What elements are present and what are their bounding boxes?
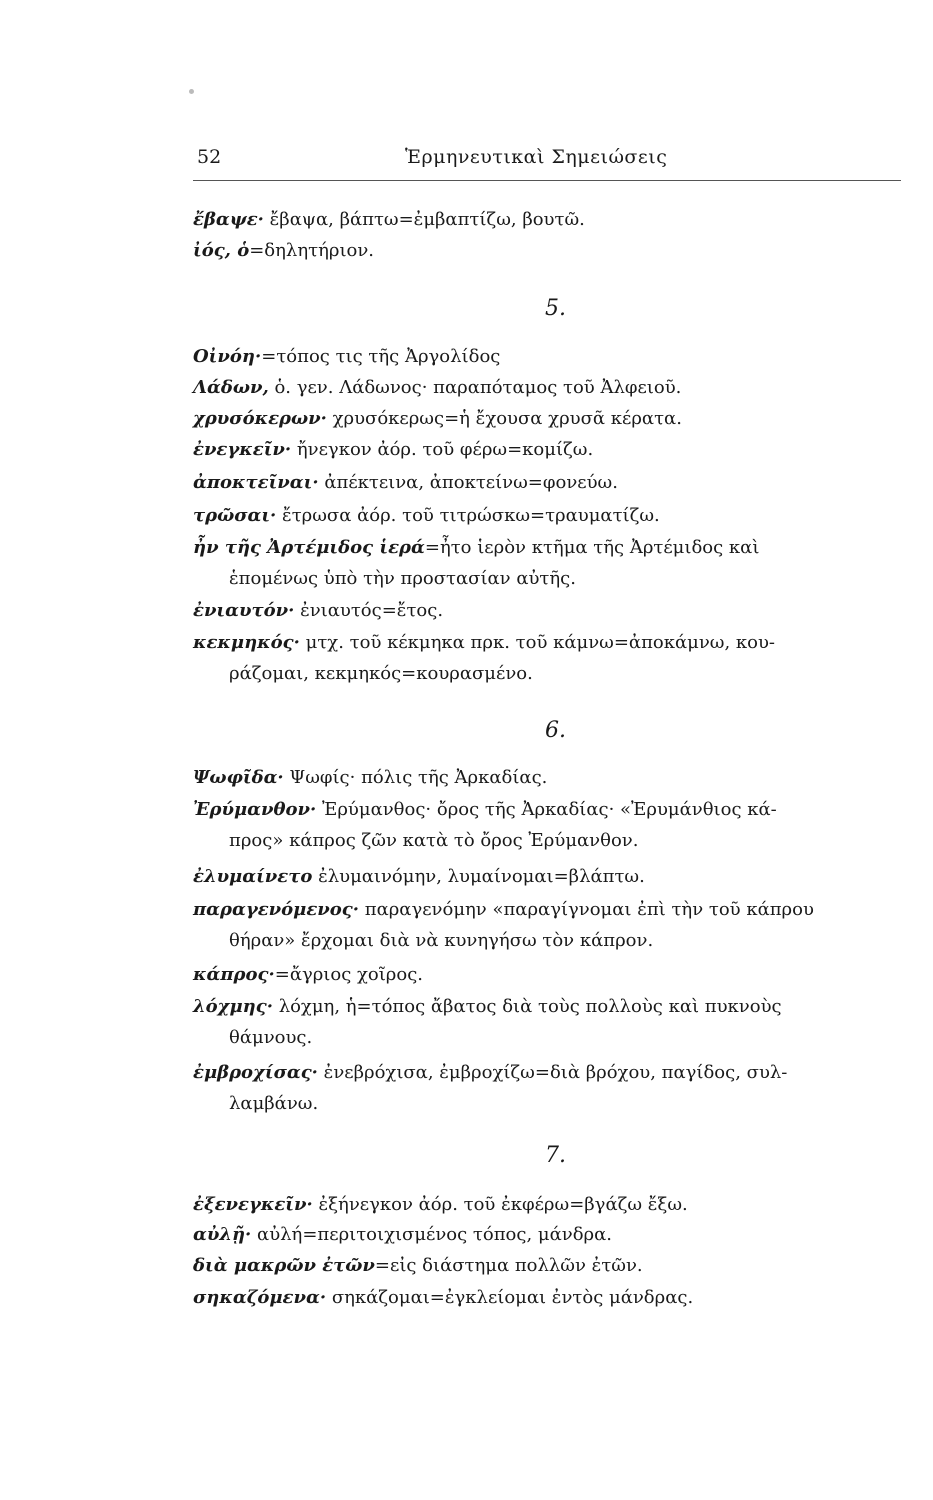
entry-definition: σηκάζομαι=ἐγκλείομαι ἐντὸς μάνδρας. [326, 1287, 694, 1308]
entry-definition: =ἄγριος χοῖρος. [274, 964, 424, 985]
glossary-entry [193, 1250, 901, 1281]
entry-lemma: ἐνιαυτόν· [193, 600, 295, 621]
glossary-entry [193, 1282, 901, 1313]
entry-definition: παραγενόμην «παραγίγνομαι ἐπὶ τὴν τοῦ κάπρου [359, 899, 814, 920]
entry-definition: μτχ. τοῦ κέκμηκα πρκ. τοῦ κάμνω=ἀποκάμνω, κου- [299, 632, 776, 653]
entry-definition: =δηλητήριον. [249, 240, 374, 261]
entry-lemma: κάπρος· [193, 964, 275, 985]
entry-definition: ἀπέκτεινα, ἀποκτείνω=φονεύω. [318, 472, 618, 493]
entry-lemma: ἐμβροχίσας· [193, 1062, 318, 1083]
entry-lemma: Λάδων, [193, 377, 269, 398]
glossary-entry [193, 204, 901, 235]
entry-definition: ἔβαψα, βάπτω=ἐμβαπτίζω, βουτῶ. [263, 209, 585, 230]
entry-definition: ἐνιαυτός=ἔτος. [294, 600, 444, 621]
entry-lemma: ἐξενεγκεῖν· [193, 1194, 313, 1215]
entry-definition: ἐξήνεγκον ἀόρ. τοῦ ἐκφέρω=βγάζω ἔξω. [312, 1194, 688, 1215]
glossary-entry [193, 595, 901, 626]
entry-lemma: κεκμηκός· [193, 632, 300, 653]
page-speck [189, 89, 194, 94]
glossary-entry [193, 894, 901, 956]
entry-lemma: παραγενόμενος· [193, 899, 360, 920]
entry-lemma: λόχμης· [193, 996, 273, 1017]
entry-lemma: Οἰνόη· [193, 346, 262, 367]
entry-lemma: ἐνεγκεῖν· [193, 439, 292, 460]
glossary-entry [193, 372, 901, 403]
glossary-entry [193, 403, 901, 434]
page-header [193, 146, 901, 181]
entry-lemma: διὰ μακρῶν ἐτῶν [193, 1255, 375, 1276]
glossary-entry [193, 1189, 901, 1220]
glossary-entry [193, 627, 901, 689]
glossary-entry [193, 762, 901, 793]
entry-lemma: τρῶσαι· [193, 505, 277, 526]
entry-lemma: ἐλυμαίνετο [193, 866, 313, 887]
entry-definition: =εἰς διάστημα πολλῶν ἐτῶν. [374, 1255, 643, 1276]
section-number: 7. [545, 1143, 566, 1168]
glossary-entry [193, 341, 901, 372]
entry-definition: ἔτρωσα ἀόρ. τοῦ τιτρώσκω=τραυματίζω. [276, 505, 660, 526]
entry-continuation: ράζομαι, κεκμηκός=κουρασμένο. [229, 663, 533, 684]
entry-definition: ἤνεγκον ἀόρ. τοῦ φέρω=κομίζω. [291, 439, 594, 460]
entry-definition: =ἦτο ἱερὸν κτῆμα τῆς Ἀρτέμιδος καὶ [424, 537, 760, 558]
section-number: 6. [545, 718, 566, 743]
entry-lemma: Ἐρύμανθον· [193, 799, 317, 820]
entry-lemma: ἔβαψε· [193, 209, 264, 230]
entry-lemma: ἦν τῆς Ἀρτέμιδος ἱερά [193, 537, 425, 558]
glossary-entry [193, 532, 901, 594]
entry-definition: =τόπος τις τῆς Ἀργολίδος [261, 346, 501, 367]
glossary-entry [193, 235, 901, 266]
entry-definition: Ἐρύμανθος· ὄρος τῆς Ἀρκαδίας· «Ἐρυμάνθιος κά- [316, 799, 777, 820]
entry-definition: ἐνεβρόχισα, ἐμβροχίζω=διὰ βρόχου, παγίδος, συλ- [317, 1062, 788, 1083]
glossary-entry [193, 959, 901, 990]
entry-continuation: θάμνους. [229, 1027, 313, 1048]
entry-definition: Ψωφίς· πόλις τῆς Ἀρκαδίας. [283, 767, 548, 788]
entry-continuation: θήραν» ἔρχομαι διὰ νὰ κυνηγήσω τὸν κάπρον. [229, 930, 654, 951]
entry-definition: αὐλή=περιτοιχισμένος τόπος, μάνδρα. [251, 1224, 613, 1245]
glossary-entry [193, 434, 901, 465]
glossary-entry [193, 1057, 901, 1119]
glossary-entry [193, 500, 901, 531]
entry-definition: ἐλυμαινόμην, λυμαίνομαι=βλάπτω. [312, 866, 645, 887]
entry-lemma: σηκαζόμενα· [193, 1287, 327, 1308]
glossary-entry [193, 794, 901, 856]
entry-definition: λόχμη, ἡ=τόπος ἄβατος διὰ τοὺς πολλοὺς καὶ πυκνοὺς [272, 996, 782, 1017]
running-title: Ἑρμηνευτικαὶ Σημειώσεις [405, 146, 668, 168]
entry-continuation: ἑπομένως ὑπὸ τὴν προστασίαν αὐτῆς. [229, 568, 576, 589]
page-number: 52 [197, 146, 222, 168]
section-number: 5. [545, 296, 566, 321]
entry-definition: ὁ. γεν. Λάδωνος· παραπόταμος τοῦ Ἀλφειοῦ. [268, 377, 682, 398]
entry-lemma: χρυσόκερων· [193, 408, 327, 429]
glossary-entry [193, 991, 901, 1053]
glossary-entry [193, 467, 901, 498]
entry-continuation: προς» κάπρος ζῶν κατὰ τὸ ὄρος Ἐρύμανθον. [229, 830, 639, 851]
entry-continuation: λαμβάνω. [229, 1093, 319, 1114]
glossary-entry [193, 861, 901, 892]
glossary-entry [193, 1219, 901, 1250]
entry-lemma: αὐλῇ· [193, 1224, 252, 1245]
entry-lemma: ἰός, ὁ [193, 240, 250, 261]
entry-lemma: ἀποκτεῖναι· [193, 472, 319, 493]
entry-definition: χρυσόκερως=ἡ ἔχουσα χρυσᾶ κέρατα. [326, 408, 682, 429]
entry-lemma: Ψωφῖδα· [193, 767, 284, 788]
